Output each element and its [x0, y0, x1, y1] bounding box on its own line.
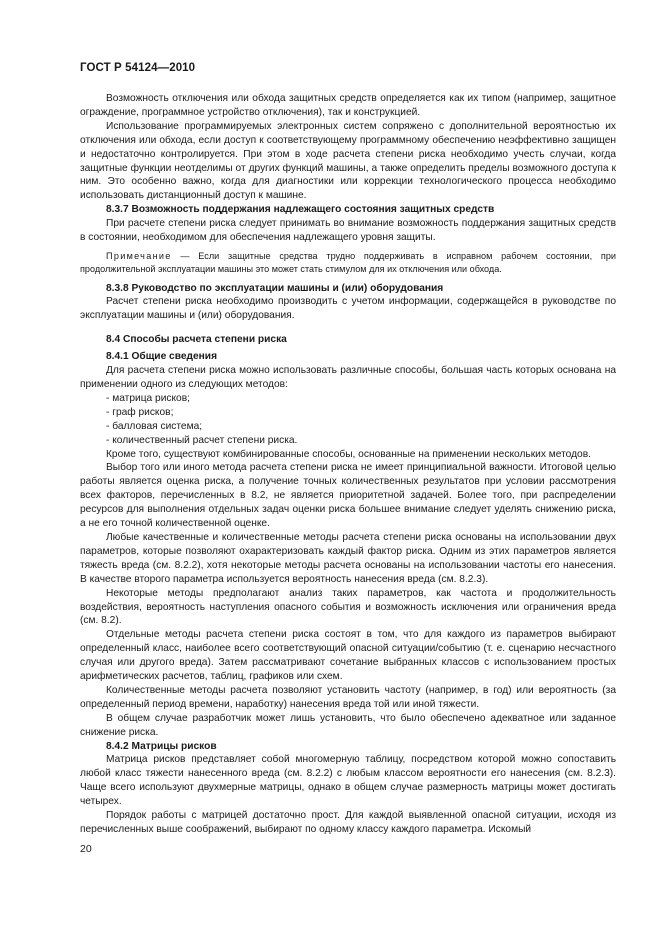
paragraph: Выбор того или иного метода расчета степени риска не имеет принципиальной важности. Итоговой целью работы является оценка риска, а получение точных количественных результатов при условии рассмотрения всех факторов, перечисленных в 8.2, не является приоритетной задачей. Более того, при распределении ресурсов для выполнения отдельных задач оценки риска большее внимание следует уделять снижению риска, а не его точной количественной оценке.	[80, 462, 616, 530]
paragraph: При расчете степени риска следует принимать во внимание возможность поддержания защитных средств в состоянии, необходимом для обеспечения надлежащего уровня защиты.	[80, 218, 616, 244]
list-item: - балловая система;	[106, 420, 203, 432]
paragraph: Матрица рисков представляет собой многомерную таблицу, посредством которой можно сопоставить любой класс тяжести нанесенного вреда (см. 8.2.2) с любым классом вероятности его нанесения (см. 8.2.3). Чаще всего используют двухмерные матрицы, однако в общем случае размерность матрицы может достигать четырех.	[80, 754, 616, 808]
paragraph: Количественные методы расчета позволяют установить частоту (например, в год) или вероятность (за определенный период времени, наработку) нанесения вреда той или иной тяжести.	[80, 684, 616, 710]
list-item: - матрица рисков;	[106, 392, 190, 404]
note-text: — Если защитные средства трудно поддерживать в исправном рабочем состоянии, при продолжительной эксплуатации машины это может стать стимулом для их отключения или обхода.	[80, 250, 616, 275]
note	[80, 250, 616, 277]
page-number: 20	[80, 843, 92, 855]
section-heading-8-3-7: 8.3.7 Возможность поддержания надлежащего состояния защитных средств	[106, 204, 495, 216]
note-label: Примечание	[106, 250, 172, 261]
paragraph: В общем случае разработчик может лишь установить, что было обеспечено адекватное или заданное снижение риска.	[80, 712, 616, 738]
paragraph: Кроме того, существуют комбинированные способы, основанные на применении нескольких методов.	[106, 448, 591, 460]
paragraph: Использование программируемых электронных систем сопряжено с дополнительной вероятностью их отключения или обхода, если доступ к соответствующему программному обеспечению неэффективно защищен и недостаточно контролируется. При этом в ходе расчета степени риска необходимо учесть случаи, когда защитные функции неотделимы от других функций машины, а также определить пределы возможного доступа к ним. Это особенно важно, когда для диагностики или коррекции технологического процесса необходимо использовать дистанционный доступ к машине.	[80, 120, 616, 202]
list-item: - количественный расчет степени риска.	[106, 434, 298, 446]
list-item: - граф рисков;	[106, 406, 174, 418]
section-heading-8-3-8: 8.3.8 Руководство по эксплуатации машины и (или) оборудования	[106, 282, 444, 294]
section-heading-8-4: 8.4 Способы расчета степени риска	[106, 334, 287, 346]
paragraph: Порядок работы с матрицей достаточно прост. Для каждой выявленной опасной ситуации, исходя из перечисленных выше соображений, выбирают по одному классу каждого параметра. Искомый	[80, 810, 616, 835]
paragraph: Любые качественные и количественные методы расчета степени риска основаны на использовании двух параметров, которые позволяют охарактеризовать каждый фактор риска. Одним из этих параметров является тяжесть вреда (см. 8.2.2), хотя некоторые методы расчета основаны на использовании частоты его нанесения. В качестве второго параметра используется вероятность нанесения вреда (см. 8.2.3).	[80, 531, 616, 585]
section-heading-8-4-1: 8.4.1 Общие сведения	[106, 351, 218, 363]
section-heading-8-4-2: 8.4.2 Матрицы рисков	[106, 740, 217, 752]
document-header: ГОСТ Р 54124—2010	[80, 62, 196, 74]
paragraph: Некоторые методы предполагают анализ таких параметров, как частота и продолжительность воздействия, вероятность наступления опасного события и возможность исключения или ограничения вреда (см. 8.2).	[80, 587, 616, 627]
paragraph: Отдельные методы расчета степени риска состоят в том, что для каждого из параметров выбирают определенный класс, наиболее всего соответствующий опасной ситуации/событию (т. е. сценарию несчастного случая или другого вреда). Затем рассматривают сочетание выбранных классов с использованием простых арифметических расчетов, таблиц, графиков или схем.	[80, 629, 616, 683]
document-body	[80, 92, 616, 837]
paragraph: Возможность отключения или обхода защитных средств определяется как их типом (например, защитное ограждение, программное устройство отключения), так и конструкцией.	[80, 93, 616, 118]
paragraph: Для расчета степени риска можно использовать различные способы, большая часть которых основана на применении одного из следующих методов:	[80, 365, 616, 390]
paragraph: Расчет степени риска необходимо производить с учетом информации, содержащейся в руководстве по эксплуатации машины и (или) оборудования.	[80, 296, 616, 322]
